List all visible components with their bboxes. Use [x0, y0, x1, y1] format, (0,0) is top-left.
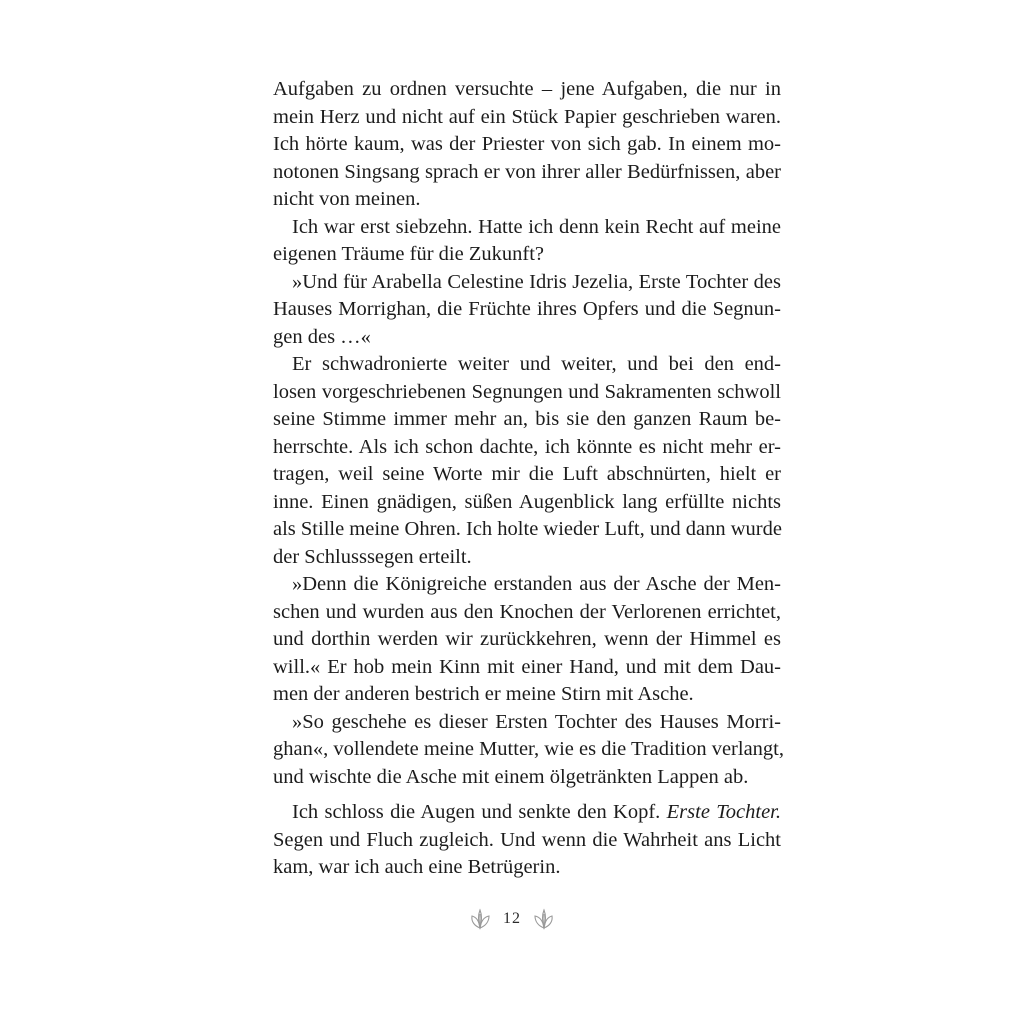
- text-line-content: tragen, weil seine Worte mir die Luft abschnürten, hielt er: [273, 463, 781, 485]
- text-line: [273, 854, 781, 882]
- text-line: [273, 296, 781, 324]
- text-line-content: »Denn die Königreiche erstanden aus der Asche der Men-: [292, 573, 781, 595]
- paragraph-gap: [273, 791, 781, 799]
- text-line: [273, 104, 781, 132]
- text-line-content: men der anderen bestrich er meine Stirn mit Asche.: [273, 683, 694, 705]
- text-line: [273, 736, 784, 764]
- text-line: [273, 516, 781, 544]
- text-line-content: gen des …«: [273, 325, 371, 348]
- leaf-ornament-icon: [531, 906, 557, 932]
- text-line-content: und dorthin werden wir zurückkehren, wenn der Himmel es: [273, 628, 781, 650]
- text-line-content: und wischte die Asche mit einem ölgetränkten Lappen ab.: [273, 765, 749, 788]
- text-line-content: Hauses Morrighan, die Früchte ihres Opfers und die Segnun-: [273, 298, 781, 320]
- text-line-content: ghan«, vollendete meine Mutter, wie es die Tradition verlangt,: [273, 738, 784, 760]
- text-line: [273, 159, 781, 187]
- text-line: [273, 489, 781, 517]
- text-line-content: Aufgaben zu ordnen versuchte – jene Aufgaben, die nur in: [273, 78, 781, 100]
- text-line: [273, 626, 781, 654]
- text-line-content: Er schwadronierte weiter und weiter, und bei den end-: [292, 353, 781, 375]
- text-line-content: der Schlusssegen erteilt.: [273, 545, 472, 568]
- text-line: [273, 461, 781, 489]
- text-line-content: Segen und Fluch zugleich. Und wenn die Wahrheit ans Licht: [273, 828, 781, 851]
- text-line: [273, 351, 781, 379]
- text-line-content: Ich war erst siebzehn. Hatte ich denn kein Recht auf meine: [292, 215, 781, 238]
- text-line: [273, 241, 781, 269]
- text-line-content: eigenen Träume für die Zukunft?: [273, 243, 544, 265]
- text-line-content: »Und für Arabella Celestine Idris Jezelia, Erste Tochter des: [292, 270, 781, 293]
- text-line: [273, 379, 781, 407]
- page-number: 12: [503, 910, 521, 927]
- text-line: [273, 764, 781, 792]
- text-line: [273, 681, 781, 709]
- text-line: [273, 654, 781, 682]
- text-line-content: notonen Singsang sprach er von ihrer aller Bedürfnissen, aber: [273, 160, 781, 183]
- text-line-content: inne. Einen gnädigen, süßen Augenblick lang erfüllte nichts: [273, 490, 781, 513]
- text-line: [273, 324, 781, 352]
- text-line-content: will.« Er hob mein Kinn mit einer Hand, und mit dem Dau-: [273, 655, 781, 678]
- text-line-content: seine Stimme immer mehr an, bis sie den ganzen Raum be-: [273, 408, 781, 430]
- text-line-content: »So geschehe es dieser Ersten Tochter des Hauses Morri-: [292, 710, 781, 733]
- text-line: [273, 544, 781, 572]
- text-line: [273, 434, 781, 462]
- text-line: [273, 186, 781, 214]
- italic-phrase: Erste Tochter.: [666, 801, 782, 823]
- text-line-content: als Stille meine Ohren. Ich holte wieder Luft, und dann wurde: [273, 518, 782, 540]
- text-line-content: kam, war ich auch eine Betrügerin.: [273, 856, 561, 878]
- text-line: [273, 709, 781, 737]
- text-line: [273, 214, 781, 242]
- text-line: [273, 406, 781, 434]
- page-footer: [0, 904, 1024, 934]
- text-line: [273, 799, 781, 827]
- text-line: [273, 599, 781, 627]
- text-line: [273, 269, 781, 297]
- text-line-content: schen und wurden aus den Knochen der Verlorenen errichtet,: [273, 600, 781, 623]
- text-line: [273, 571, 781, 599]
- text-line: [273, 131, 781, 159]
- text-line: [273, 827, 781, 855]
- text-line-content: nicht von meinen.: [273, 188, 421, 210]
- text-line-content: herrschte. Als ich schon dachte, ich könnte es nicht mehr er-: [273, 435, 781, 458]
- leaf-ornament-icon: [467, 906, 493, 932]
- text-line: [273, 76, 781, 104]
- text-line-content: mein Herz und nicht auf ein Stück Papier geschrieben waren.: [273, 105, 781, 128]
- text-line-content: Ich schloss die Augen und senkte den Kopf.: [292, 801, 661, 823]
- body-text: [273, 76, 784, 882]
- text-line-content: Ich hörte kaum, was der Priester von sich gab. In einem mo-: [273, 133, 781, 155]
- text-line-content: losen vorgeschriebenen Segnungen und Sakramenten schwoll: [273, 380, 781, 403]
